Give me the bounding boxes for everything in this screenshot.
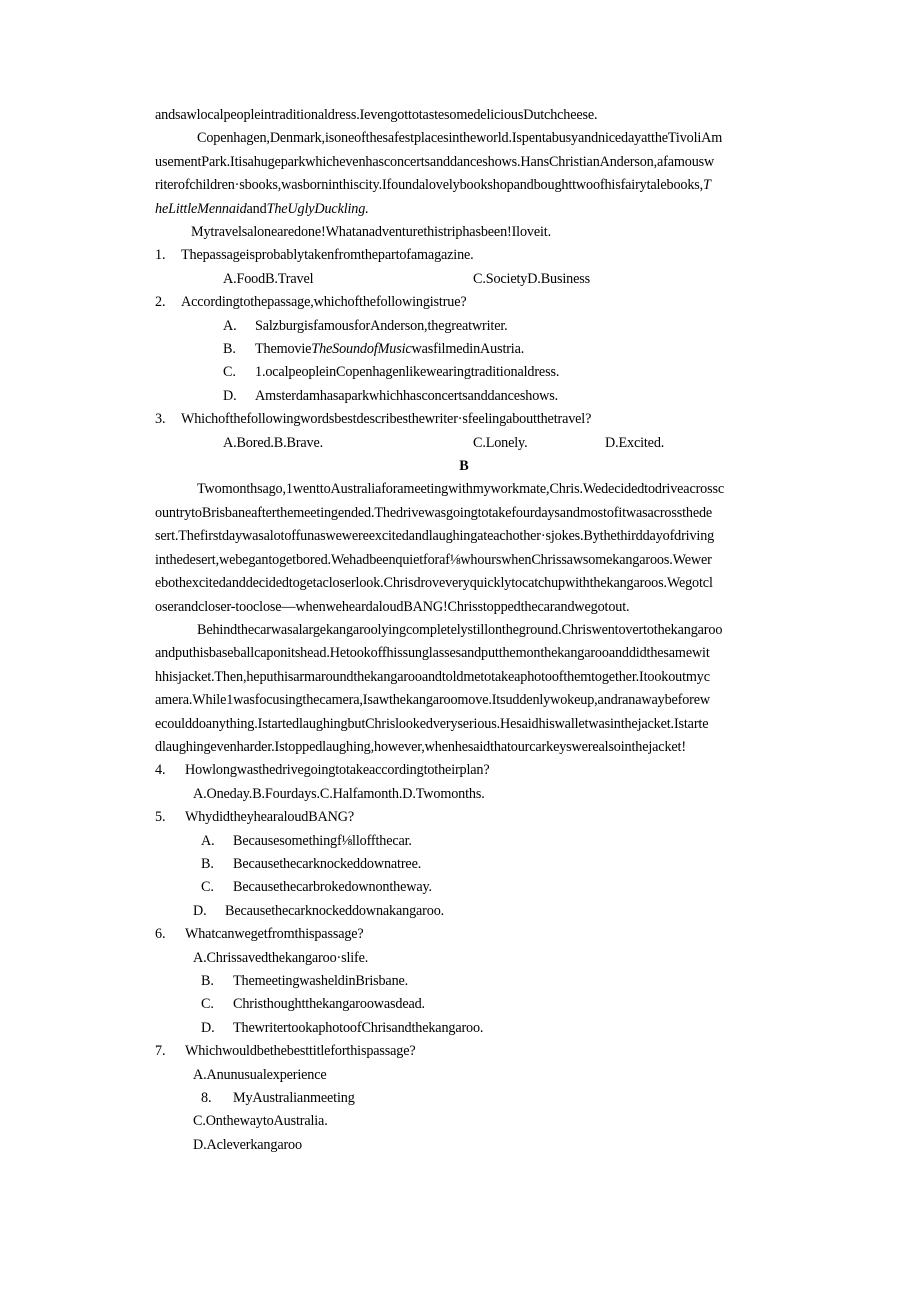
question-text: Whichofthefollowingwordsbestdescribesthewriter·sfeelingaboutthetravel? xyxy=(181,411,592,428)
passage-line: Copenhagen,Denmark,isoneofthesafestplacesintheworld.IspentabusyandnicedayattheTivoliAm xyxy=(197,130,723,147)
passage-line: Mytravelsalonearedone!Whatanadventurethistriphasbeen!Iloveit. xyxy=(191,224,551,241)
question-7-option-c[interactable]: C.OnthewaytoAustralia. xyxy=(193,1113,328,1130)
passage-b-line: sert.Thefirstdaywasalotoffunaswewereexcitedandlaughingateachother·sjokes.Bythethirddayofdriving xyxy=(155,528,715,545)
passage-line: andsawlocalpeopleintraditionaldress.IevengottotastesomedeliciousDutchcheese. xyxy=(155,107,598,123)
option-text: Becausesomethingf⅛lloffthecar. xyxy=(233,832,412,849)
question-number: 2. xyxy=(155,294,166,311)
question-number: 4. xyxy=(155,762,166,779)
question-2-option-c[interactable] xyxy=(155,361,773,384)
option-letter: D. xyxy=(201,1019,215,1036)
passage-b-line: amera.While1wasfocusingthecamera,Isawthekangaroomove.Itsuddenlywokeup,andranawaybeforew xyxy=(155,692,711,709)
answer-option-cd[interactable]: C.SocietyD.Business xyxy=(473,270,590,287)
passage-b-line: hhisjacket.Then,heputhisarmaroundthekangarooandtoldmetotakeaphotoofthemtogether.Itookoutmyc xyxy=(155,668,710,685)
question-4-answers[interactable]: A.Oneday.B.Fourdays.C.Halfamonth.D.Twomonths. xyxy=(193,785,485,802)
option-letter: B. xyxy=(201,973,214,989)
passage-line-text: riterofchildren·sbooks,wasborninthiscity.Ifoundalovelybookshopandboughttwoofhisfairytalebooks, xyxy=(155,177,704,194)
option-letter: D. xyxy=(193,902,207,919)
passage-line: usementPark.Itisahugeparkwhichevenhasconcertsanddanceshows.HansChristianAnderson,afamousw xyxy=(155,153,715,170)
passage-b-line: ebothexcitedanddecidedtogetacloserlook.Chrisdroveveryquicklytocatchupwiththekangaroos.Wegotcl xyxy=(155,575,713,592)
option-text: MyAustralianmeeting xyxy=(233,1090,355,1107)
passage-line-titles xyxy=(155,198,773,221)
passage-b-line: dlaughingevenharder.Istoppedlaughing,however,whenhesaidthatourcarkeyswerealsointhejacket! xyxy=(155,738,686,755)
option-letter: C. xyxy=(201,996,214,1013)
option-text: ThemeetingwasheldinBrisbane. xyxy=(233,973,409,989)
question-7-option-b[interactable] xyxy=(155,1087,773,1110)
option-text: Becausethecarbrokedownontheway. xyxy=(233,879,432,896)
option-text-post: wasfilmedinAustria. xyxy=(411,341,525,358)
answer-option-ab[interactable]: A.Bored.B.Brave. xyxy=(223,434,324,451)
passage-b-line: inthedesert,webegantogetbored.Wehadbeenquietforaf⅛whourswhenChrissawsomekangaroos.Wewer xyxy=(155,551,712,568)
question-7-option-d[interactable]: D.Acleverkangaroo xyxy=(193,1136,302,1153)
question-2-option-d[interactable] xyxy=(155,385,773,408)
option-text: Amsterdamhasaparkwhichhasconcertsanddanceshows. xyxy=(255,387,558,404)
question-5-option-b[interactable] xyxy=(155,853,773,876)
section-b-heading: B xyxy=(459,458,469,475)
question-text: WhydidtheyhearaloudBANG? xyxy=(185,809,354,826)
question-6 xyxy=(155,923,773,946)
question-text: Whichwouldbethebesttitleforthispassage? xyxy=(185,1043,416,1060)
movie-title: TheSoundofMusic xyxy=(311,341,412,358)
option-text: 1.ocalpeopleinCopenhagenlikewearingtraditionaldress. xyxy=(255,364,560,381)
passage-b-line: ountrytoBrisbaneafterthemeetingended.Thedrivewasgoingtotakefourdaysandmostofitwasacrossthede xyxy=(155,504,713,521)
conjunction: and xyxy=(246,200,267,217)
question-text: Whatcanwegetfromthispassage? xyxy=(185,926,364,943)
question-5 xyxy=(155,806,773,829)
question-2-option-a[interactable] xyxy=(155,315,773,338)
option-text: ThewritertookaphotoofChrisandthekangaroo. xyxy=(233,1019,484,1036)
question-number: 5. xyxy=(155,809,166,826)
option-text: Becausethecarknockeddownakangaroo. xyxy=(225,902,445,919)
question-number: 7. xyxy=(155,1043,166,1060)
passage-b-line: ecoulddoanything.IstartedlaughingbutChrislookedveryserious.Hesaidhiswalletwasinthejacket.Istarte xyxy=(155,715,709,732)
question-5-option-c[interactable] xyxy=(155,876,773,899)
question-1 xyxy=(155,244,773,267)
question-text: Howlongwasthedrivegoingtotakeaccordingtotheirplan? xyxy=(185,762,490,779)
option-text: Christhoughtthekangaroowasdead. xyxy=(233,996,425,1013)
book-title-one: heLittleMennaid xyxy=(155,200,247,217)
question-7 xyxy=(155,1040,773,1063)
question-text: Accordingtothepassage,whichofthefollowingistrue? xyxy=(181,294,467,311)
question-6-option-c[interactable] xyxy=(155,993,773,1016)
question-3 xyxy=(155,408,773,431)
question-7-option-a[interactable]: A.Anunusualexperience xyxy=(193,1066,327,1083)
question-6-option-a[interactable]: A.Chrissavedthekangaroo·slife. xyxy=(193,949,369,966)
passage-line-with-title xyxy=(155,174,773,197)
option-letter: C. xyxy=(201,879,214,896)
question-5-option-a[interactable] xyxy=(155,830,773,853)
book-title-two: TheUglyDuckling. xyxy=(266,200,369,217)
question-1-answers xyxy=(155,268,773,291)
passage-b-line: Behindthecarwasalargekangaroolyingcompletelystillontheground.Chriswentovertothekangaroo xyxy=(197,621,723,638)
question-4 xyxy=(155,759,773,782)
option-text: SalzburgisfamousforAnderson,thegreatwriter. xyxy=(255,317,508,334)
question-6-option-d[interactable] xyxy=(155,1017,773,1040)
option-text-pre: Themovie xyxy=(255,341,312,358)
answer-option-c[interactable]: C.Lonely. xyxy=(473,434,528,451)
passage-b-line: oserandcloser-tooclose—whenweheardaloudBANG!Chrisstoppedthecarandwegotout. xyxy=(155,598,630,615)
question-number: 6. xyxy=(155,926,166,943)
question-number: 1. xyxy=(155,247,166,264)
question-6-option-b[interactable] xyxy=(155,970,773,993)
option-letter: A. xyxy=(223,317,237,334)
answer-option-d[interactable]: D.Excited. xyxy=(605,434,665,451)
question-5-option-d[interactable] xyxy=(155,900,773,923)
option-letter: 8. xyxy=(201,1090,212,1107)
question-2-option-b[interactable] xyxy=(155,338,773,361)
question-number: 3. xyxy=(155,411,166,428)
option-letter: C. xyxy=(223,364,236,381)
option-letter: B. xyxy=(201,855,214,872)
option-letter: D. xyxy=(223,387,237,404)
option-letter: A. xyxy=(201,832,215,849)
passage-b-line: andputhisbaseballcaponitshead.Hetookoffhissunglassesandputthemonthekangarooanddidthesamewit xyxy=(155,645,710,662)
question-3-answers xyxy=(155,432,773,455)
option-text: Becausethecarknockeddownatree. xyxy=(233,855,422,872)
book-title-fragment: T xyxy=(703,177,711,194)
option-letter: B. xyxy=(223,341,236,358)
document-body xyxy=(155,104,773,1157)
answer-option-ab[interactable]: A.FoodB.Travel xyxy=(223,270,314,287)
question-2 xyxy=(155,291,773,314)
passage-b-line: Twomonthsago,1wenttoAustraliaforameetingwithmyworkmate,Chris.Wedecidedtodriveacrossc xyxy=(197,481,725,498)
question-text: Thepassageisprobablytakenfromthepartofamagazine. xyxy=(181,247,474,264)
